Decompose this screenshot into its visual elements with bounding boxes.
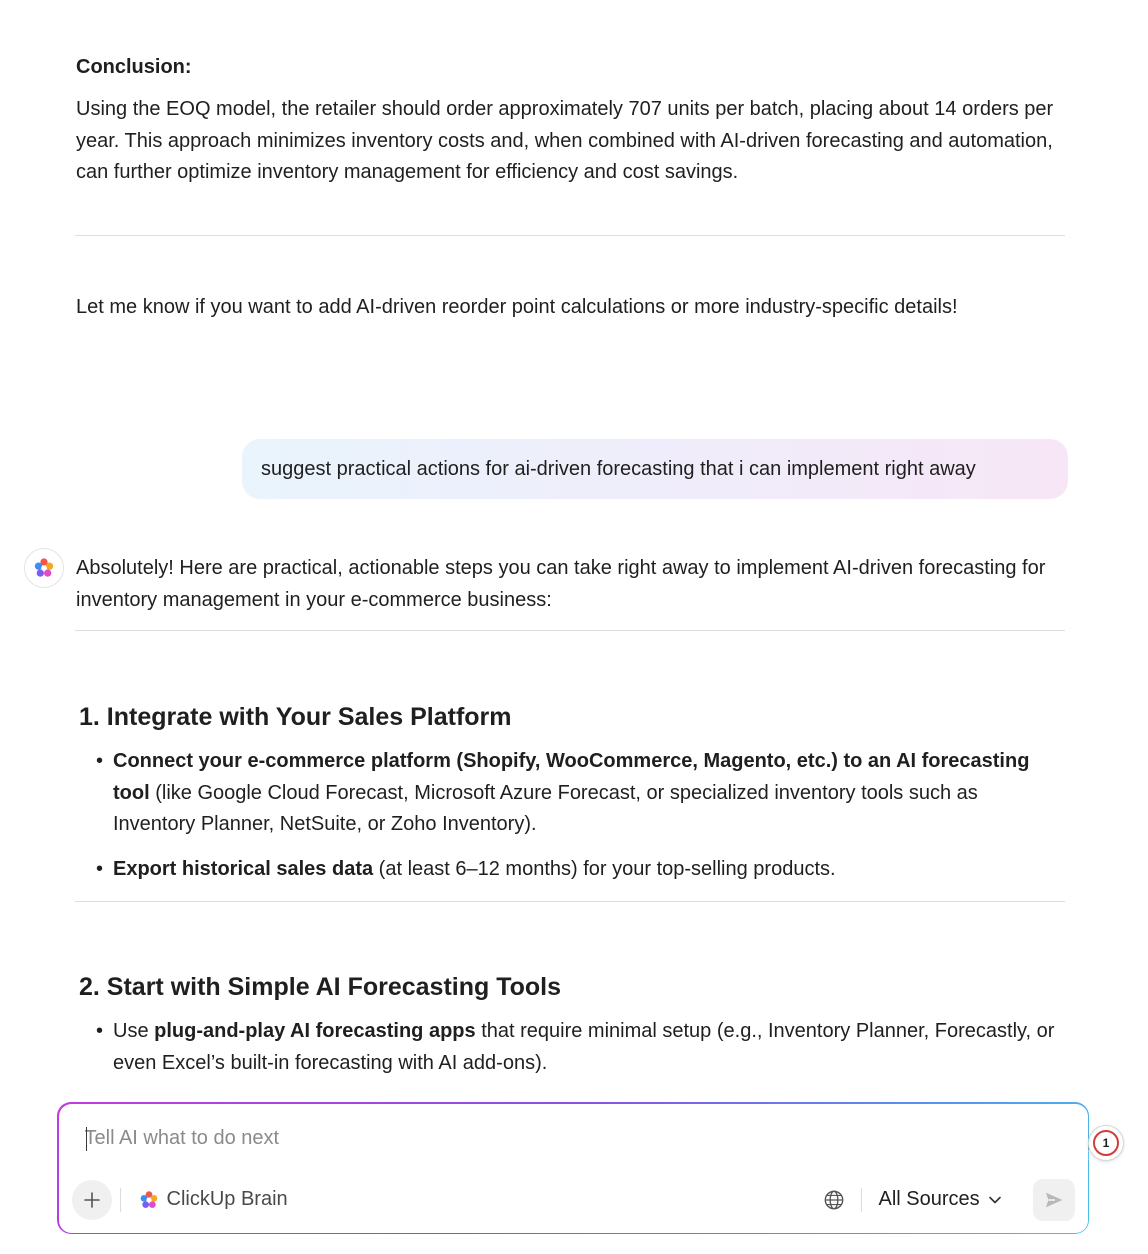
list-item [113,1016,1063,1079]
conclusion-body: Using the EOQ model, the retailer should order approximately 707 units per batch, placing about 14 orders per year. This approach minimizes inventory costs and, when combined with AI-driven forecasting and automation, can further optimize inventory management for efficiency and cost savings. [76,98,1054,183]
list-item-bold: Connect your e-commerce platform (Shopify, WooCommerce, Magento, etc.) to an AI forecasting tool [113,750,1030,804]
plus-icon [83,1191,101,1209]
section-heading: 1. Integrate with Your Sales Platform [79,703,512,731]
divider [75,901,1065,902]
clickup-brain-icon [33,557,55,579]
clickup-brain-button[interactable] [139,1186,288,1214]
send-button[interactable] [1033,1179,1075,1221]
drag-handle[interactable] [1088,1150,1095,1160]
text-caret [86,1127,88,1151]
sources-label: All Sources [878,1188,980,1210]
separator [120,1188,121,1212]
list-item-bold: Export historical sales data [113,858,374,880]
list-item-text: that require minimal setup (e.g., Inventory Planner, Forecastly, or even Excel’s built-in forecasting with AI add-ons). [113,1020,1055,1074]
ai-avatar [24,548,64,588]
divider [75,630,1065,631]
conclusion-heading: Conclusion: [76,56,192,78]
list-item-bold: plug-and-play AI forecasting apps [154,1020,476,1042]
clickup-brain-icon [139,1190,159,1210]
list-item-text: (like Google Cloud Forecast, Microsoft Azure Forecast, or specialized inventory tools such as Inventory Planner, NetSuite, or Zoho Inventory). [113,781,978,835]
user-message-text: suggest practical actions for ai-driven forecasting that i can implement right away [261,457,976,480]
list-item-text: (at least 6–12 months) for your top-selling products. [373,858,836,880]
list-item [113,746,1063,841]
prompt-composer-inner [59,1104,1088,1233]
globe-icon [823,1189,845,1211]
sources-dropdown[interactable] [879,1186,1002,1214]
clickup-brain-label: ClickUp Brain [166,1188,288,1210]
notification-count: 1 [1093,1130,1119,1156]
web-search-toggle[interactable] [822,1188,846,1212]
divider [75,235,1065,236]
separator [861,1188,862,1212]
section-heading: 2. Start with Simple AI Forecasting Tools [79,973,562,1001]
user-message-bubble [242,439,1068,499]
list-item [113,854,1063,886]
list-item-prefix: Use [113,1020,155,1042]
followup-message: Let me know if you want to add AI-driven reorder point calculations or more industry-specific details! [76,296,958,318]
prompt-composer [57,1102,1089,1234]
ai-intro-text: Absolutely! Here are practical, actionable steps you can take right away to implement AI-driven forecasting for inventory management in your e-commerce business: [76,557,1046,611]
chevron-down-icon [988,1193,1002,1207]
add-button[interactable] [72,1180,112,1220]
send-icon [1043,1189,1065,1211]
prompt-input[interactable] [85,1124,985,1154]
